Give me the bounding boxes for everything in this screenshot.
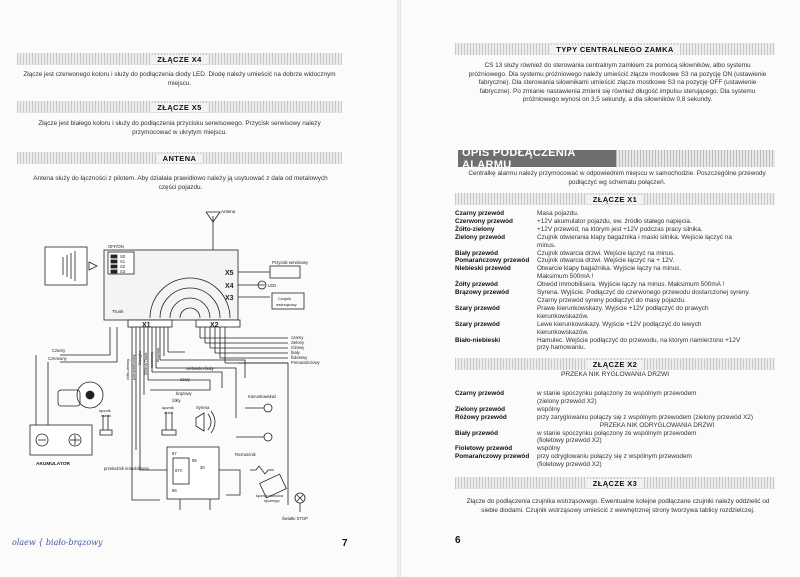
wire-row [455,297,780,305]
opis-title: OPIS PODŁĄCZENIA ALARMU [458,150,616,167]
diag-szary-label: szary [180,377,191,382]
diag-led-label: LED [268,283,277,288]
diag-x2-wire-4: fioletowy [291,355,308,360]
diag-vert-label-2: Stacyjka [138,350,142,365]
wire-name: Czarny przewód [455,210,505,217]
wire-name: Zielony przewód [455,405,506,413]
wire-description: Lewe kierunkowskazy. Wyjście +12V podłączyć do lewych [537,320,702,328]
wire-row [455,445,780,453]
wire-row [455,437,780,445]
diag-antena-label: Antena [221,209,236,214]
wire-description: Czarny przewód syreny podłączyć do masy pojazdu. [537,296,686,304]
wire-description: (fioletowy przewód X2) [537,461,602,469]
wire-name [455,242,537,250]
wire-name [455,344,537,352]
diag-relay-pin-85: 85 [192,458,197,463]
section-header-x4: ZŁĄCZE X4 [17,53,342,65]
section-header-typy: TYPY CENTRALNEGO ZAMKA [455,43,775,55]
diag-lacznik-maski-1: łącznik [99,409,111,413]
wire-description: przy hamowaniu. [537,344,586,352]
wire-row [455,265,780,273]
diag-s1: S1 [120,259,126,264]
diag-hamulec-1: łącznik hamulca [256,494,284,498]
section-header-antena: ANTENA [17,152,342,164]
service-button [270,266,300,278]
wire-description: +12V akumulator pojazdu, ew. źródło stałego napięcia. [537,217,692,225]
diag-x2-wire-1: zielony [291,340,305,345]
diag-s2: S2 [120,264,126,269]
wire-description: minus. [537,241,556,249]
diag-relay-pin-87a: 87A [175,468,183,473]
opis-description: Centralkę alarmu należy przymocować w odpowiednim miejscu w samochodzie. Poszczególne przewody podłączyć wg schematu połączeń. [468,170,766,186]
typy-description: CS 13 służy również do sterowania centralnym zamkiem za pomocą siłowników, albo systemu próżniowego. Dla systemu próżniowego należy umieścić złącze mostkowe S3 na pozycję ON (ustawienie fabryczne). Dla sterowania siłownikami umieścić złącze mostkowe S3 na pozycję OFF (ustawienie fabryczne). Po zmianie nastawienia zmieni się również długość impulsu sterującego. Dla systemu próżniowego wynosi on 3,5 sekundy, a dla siłowników 0,8 sekundy. [468,62,767,104]
wire-name: Niebieski przewód [455,265,511,273]
diag-rozrusznik-label: Rozrusznik [235,452,256,457]
section-header-x3: ZŁĄCZE X3 [455,477,775,489]
diag-offon-label: OFF/ON [108,244,124,249]
diag-czarny-label: Czarny [52,348,66,353]
wire-description: +12V przewód, na którym jest +12V podczas pracy silnika. [537,225,703,233]
wire-description: Prawe kierunkowskazy. Wyjście +12V podłączyć do prawych [537,304,709,312]
wire-name [455,461,537,469]
wire-row [455,453,780,461]
wire-row [455,242,780,250]
diag-lacznik-drzwi-1: łącznik [162,406,174,410]
wire-row [455,398,780,406]
wire-row [455,321,780,329]
diag-vert-label-1: pomarańczowy [132,354,136,380]
wire-name: Pomarańczowy przewód [455,453,530,461]
wire-row [455,281,780,289]
wire-description: Czujnik otwarcia drzwi. Wejście łączyć na minus. [537,249,676,257]
diag-niebiesko-label: niebiesko-biały [186,366,214,371]
diag-x2-label: X2 [210,322,219,329]
wire-name [455,422,537,430]
wire-name: Szary przewód [455,320,500,328]
x4-description: Złącze jest czerwonego koloru i służy do podłączenia diody LED. Diodę należy umieścić na dobrze widocznym miejscu. [23,71,336,87]
diag-x2-wire-0: czarny [291,335,304,340]
x1-wire-list [455,210,780,352]
wire-description: Czujnik otwierania klapy bagażnika i maski silnika. Wejście łączyć na [537,233,732,241]
diag-vert-label-5: brązowy [156,347,160,362]
diag-vert-label-4: czerwony [150,351,154,368]
diag-lacznik-drzwi-2: drzwi [164,411,173,415]
diag-czujnik-label-1: Czujnik [278,296,292,301]
wire-description: Hamulec. Wejście podłączyć do przewodu, na którym namierzono +12V [537,336,741,344]
wire-name: Czarny przewód [455,390,505,397]
wire-name: Różowy przewód [455,413,507,421]
diag-czerwony-label: Czerwony [48,356,67,361]
wire-description: Czujnik otwarcia drzwi. Wejście łączyć na + 12V. [537,257,675,265]
diag-lacznik-maski-2: maski [101,414,111,418]
wire-row [455,414,780,422]
wiring-diagram [0,0,398,577]
diag-relay-pin-30: 30 [200,465,205,470]
wire-row [455,344,780,352]
wire-name: Żółty przewód [455,281,498,289]
right-page-number: 6 [455,535,461,546]
x5-description: Złącze jest białego koloru i służy do podłączenia przycisku serwisowego. Przycisk serwisowy należy przymocować w ukrytym miejscu. [38,120,321,136]
x3-description: Złącze do podłączenia czujnika wstrząsowego. Ewentualne kolejne podłączane czujniki należy oddzielić od siebie diodami. Czujnik wstrząsowy umieścić z wewnętrznej strony tworzywa tablicy rozdzielczej. [466,498,770,514]
wire-name: Pomarańczowy przewód [455,257,530,265]
wire-row [455,337,780,345]
diag-zolty-label: żółty [172,398,181,403]
wire-row [455,390,780,398]
wire-description: Obwód immobilisera. Wyjście łączy na minus. Maksimum 500mA ! [537,281,725,289]
wire-name: Czerwony przewód [455,217,513,225]
starter-icon [250,466,274,474]
wire-name [455,273,537,281]
diag-przekaznik-label: przekaźnik immobilisera [104,466,149,471]
x2-subtitle: PRZEKA NIK RYGLOWANIA DRZWI [560,371,670,378]
diag-x2-wire-5: Pomarańczowy [291,360,320,365]
wire-row [455,289,780,297]
diag-trunk-label: Trunk [112,309,124,314]
wire-description: przy zaryglowaniu połączy się z wspólnym przewodem (zielony przewód X2) [537,413,753,421]
x2-wire-list [455,390,780,469]
diag-x2-wire-2: różowy [291,345,305,350]
wire-name [455,437,537,445]
wire-name: Fioletowy przewód [455,445,513,453]
diag-brazowy-label: brązowy [176,391,192,396]
section-header-x5: ZŁĄCZE X5 [17,101,342,113]
wire-name: Żółto-zielony [455,225,495,233]
section-header-x1: ZŁĄCZE X1 [455,193,775,205]
diag-relay-pin-87: 87 [172,451,177,456]
wire-name: Szary przewód [455,304,500,312]
section-header-x2: ZŁĄCZE X2 [455,358,775,370]
wire-description: kierunkowskazów. [537,312,589,320]
wire-description: Masa pojazdu. [537,210,579,217]
wire-row [455,329,780,337]
diag-akumulator-label: AKUMULATOR [36,462,70,467]
diag-x5-label: X5 [225,270,234,277]
wire-row [455,461,780,469]
diag-przycisk-label: Przycisk serwisowy [272,260,309,265]
wire-name: Biały przewód [455,429,498,437]
handwritten-note: olaew { biało-brązowy [12,538,103,547]
wire-name: Biało-niebieski [455,336,501,344]
wire-row [455,406,780,414]
left-page-number: 7 [342,538,348,549]
diag-vert-label-0: żółto-zielony [126,358,130,380]
diag-x3-label: X3 [225,295,234,302]
wire-name [455,398,537,406]
diag-vert-label-3: 500mA Trunk [144,352,148,375]
wire-description: Syrena. Wyjście. Podłączyć do czerwonego przewodu dostarczonej syreny. [537,289,750,297]
wire-name: Brązowy przewód [455,289,509,297]
diag-kierunkowskaz-label: Kierunkowskaz [248,394,277,399]
wire-row [455,210,780,218]
diag-x2-wire-3: biały [291,350,300,355]
wire-row [455,250,780,258]
ignition-key-icon [58,390,80,406]
diag-czujnik-label-2: wstrząsowy [276,302,297,307]
diag-s3: S3 [120,269,126,274]
wire-description: kierunkowskazów. [537,328,589,336]
wire-row [455,218,780,226]
wire-description: Otwarcie klapy bagażnika. Wyjście łączy na minus. [537,265,682,273]
siren-icon [196,413,204,431]
diag-stop-label: Światło STOP [282,516,308,521]
wire-description: (zielony przewód X2) [537,397,597,405]
wire-name [455,329,537,337]
wire-name [455,297,537,305]
wire-description: wspólny [537,445,561,453]
wire-description: w stanie spoczynku połączony ze wspólnym przewodem [537,429,697,437]
turn-signal-left-icon [264,433,272,441]
diag-x1-label: X1 [142,322,151,329]
diag-s0: S0 [120,254,126,259]
wire-description: Maksimum 500mA ! [537,273,594,281]
wire-description: przy odryglowaniu połączy się z wspólnym przewodem [537,453,692,461]
wire-row [455,422,780,430]
antena-description: Antena służy do łączności z pilotem. Aby działała prawidłowo należy ją usytuować z dala od metalowych części pojazdu. [33,175,328,191]
diag-hamulec-2: ręcznego [264,499,280,503]
opis-title-rule [616,150,775,167]
wire-name [455,313,537,321]
led-window [45,247,87,285]
wire-row [455,257,780,265]
wire-description: PRZEKA NIK ODRYGLOWANIA DRZWI [599,421,715,429]
diag-x4-label: X4 [225,283,234,290]
diag-syrena-label: Syrena [196,405,210,410]
wire-row [455,305,780,313]
wire-name: Biały przewód [455,249,498,257]
wire-row [455,313,780,321]
turn-signal-right-icon [264,404,272,412]
diag-relay-pin-86: 86 [172,488,177,493]
wire-name: Zielony przewód [455,233,506,241]
wire-row [455,430,780,438]
wire-description: w stanie spoczynku połączony ze wspólnym przewodem [537,390,697,397]
wire-row [455,273,780,281]
wire-row [455,226,780,234]
wire-description: (fioletowy przewód X2) [537,437,602,445]
wire-row [455,234,780,242]
wire-description: wspólny [537,405,561,413]
